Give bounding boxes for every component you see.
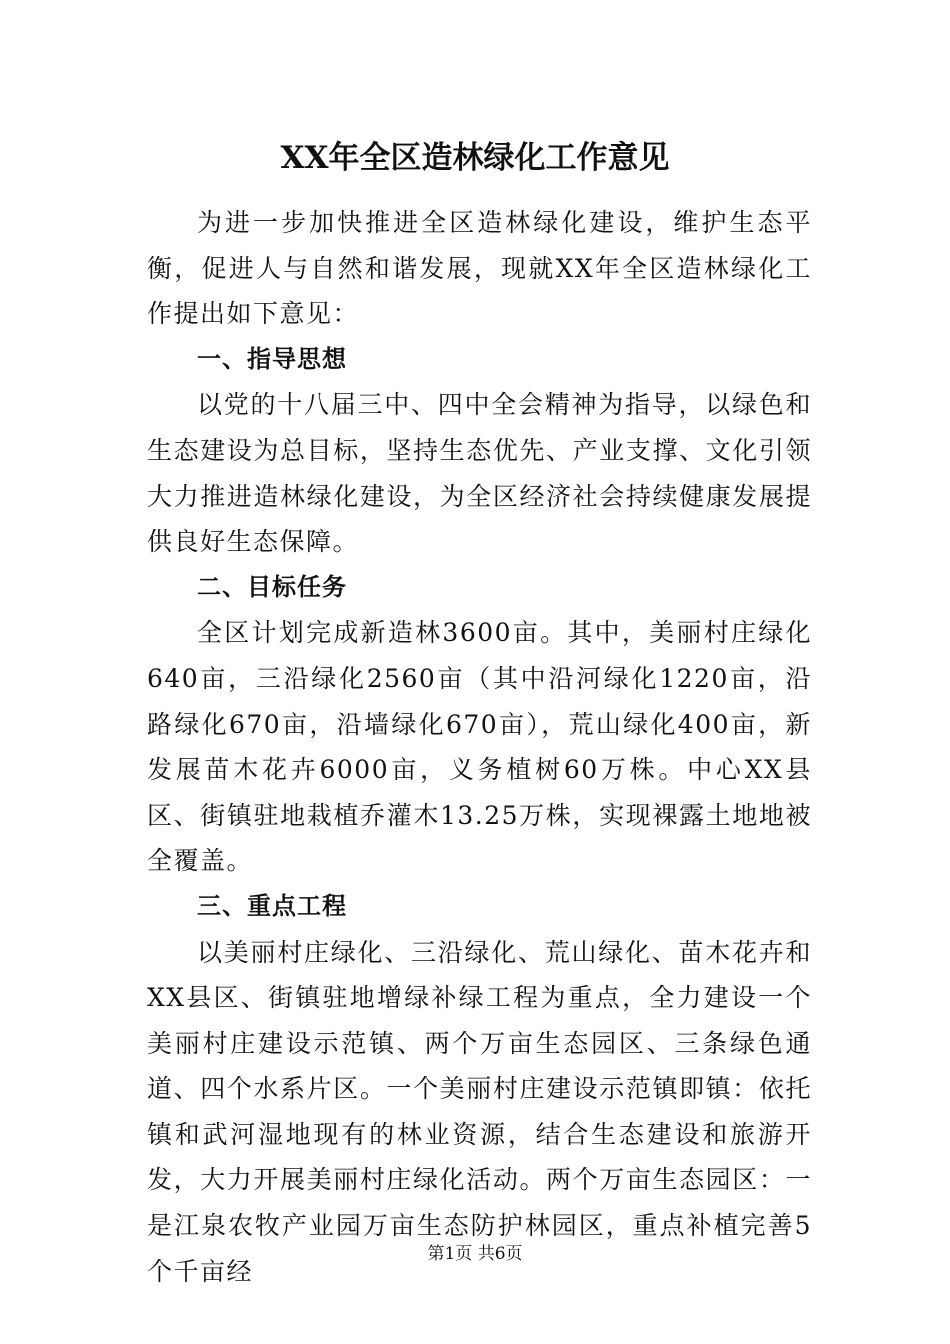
section-paragraph-key-projects: 以美丽村庄绿化、三沿绿化、荒山绿化、苗木花卉和XX县区、街镇驻地增绿补绿工程为重点，全力建设一个美丽村庄建设示范镇、两个万亩生态园区、三条绿色通道、四个水系片区。一个美丽村庄建设示范镇即镇：依托镇和武河湿地现有的林业资源，结合生态建设和旅游开发，大力开展美丽村庄绿化活动。两个万亩生态园区：一是江泉农牧产业园万亩生态防护林园区，重点补植完善5个千亩经 (147, 937, 812, 1286)
document-title: XX年全区造林绿化工作意见 (280, 140, 670, 176)
intro-paragraph: 为进一步加快推进全区造林绿化建设，维护生态平衡，促进人与自然和谐发展，现就XX年全区造林绿化工作提出如下意见： (147, 208, 812, 329)
document-body (147, 200, 812, 1294)
section-paragraph-guiding-thought: 以党的十八届三中、四中全会精神为指导，以绿色和生态建设为总目标，坚持生态优先、产业支撑、文化引领大力推进造林绿化建设，为全区经济社会持续健康发展提供良好生态保障。 (147, 390, 812, 557)
page-number-footer: 第1页 共6页 (427, 1244, 523, 1264)
section-heading-key-projects: 三、重点工程 (197, 891, 347, 920)
section-heading-guiding-thought: 一、指导思想 (197, 344, 347, 373)
section-paragraph-targets: 全区计划完成新造林3600亩。其中，美丽村庄绿化640亩，三沿绿化2560亩（其中沿河绿化1220亩，沿路绿化670亩，沿墙绿化670亩），荒山绿化400亩，新发展苗木花卉6000亩，义务植树60万株。中心XX县区、街镇驻地栽植乔灌木13.25万株，实现裸露土地地被全覆盖。 (147, 618, 812, 876)
section-heading-targets: 二、目标任务 (197, 572, 347, 601)
